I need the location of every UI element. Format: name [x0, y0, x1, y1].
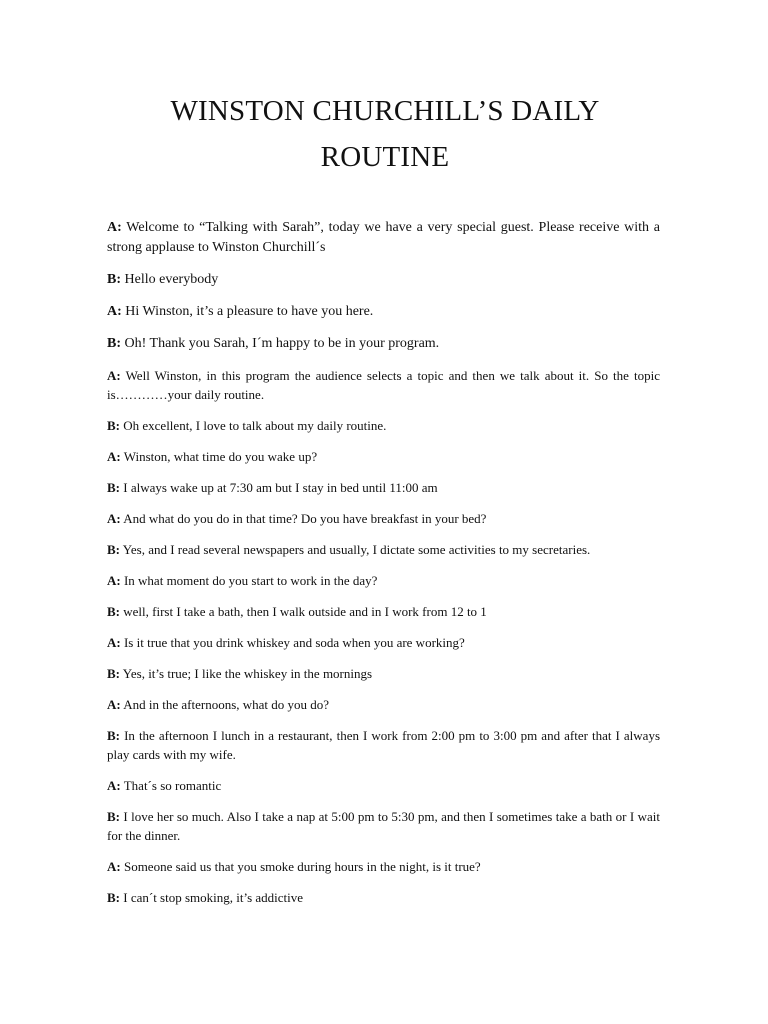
dialogue-line: [107, 270, 660, 290]
dialogue-line: [107, 334, 660, 354]
dialogue-line: [107, 302, 660, 322]
speaker-label: B:: [107, 542, 120, 557]
title-line-1: WINSTON CHURCHILL’S DAILY: [170, 95, 600, 127]
dialogue-line: [107, 509, 660, 528]
speaker-label: B:: [107, 666, 120, 681]
speaker-label: A:: [107, 220, 122, 235]
dialogue-text: And what do you do in that time? Do you have breakfast in your bed?: [123, 511, 487, 526]
title-line-2: ROUTINE: [320, 141, 450, 173]
dialogue-line: [107, 695, 660, 714]
dialogue-line: [107, 571, 660, 590]
speaker-label: B:: [107, 336, 121, 351]
speaker-label: B:: [107, 272, 121, 287]
dialogue-text: In what moment do you start to work in the day?: [123, 573, 378, 588]
dialogue-text: Oh excellent, I love to talk about my daily routine.: [123, 418, 387, 433]
speaker-label: A:: [107, 449, 121, 464]
speaker-label: A:: [107, 697, 121, 712]
dialogue-text: Well Winston, in this program the audience selects a topic and then we talk about it. So the topic is…………your daily routine.: [107, 368, 661, 402]
speaker-label: A:: [107, 778, 121, 793]
dialogue-line: [107, 416, 660, 435]
dialogue-text: Someone said us that you smoke during hours in the night, is it true?: [123, 859, 481, 874]
speaker-label: B:: [107, 480, 120, 495]
dialogue-line: [107, 447, 660, 466]
dialogue-text: Hello everybody: [124, 272, 219, 287]
dialogue-text: Is it true that you drink whiskey and soda when you are working?: [123, 635, 465, 650]
speaker-label: A:: [107, 511, 121, 526]
dialogue-text: I love her so much. Also I take a nap at 5:00 pm to 5:30 pm, and then I sometimes take a bath or I wait for the dinner.: [107, 809, 660, 843]
dialogue-line: [107, 664, 660, 683]
dialogue-line: [107, 888, 660, 907]
speaker-label: B:: [107, 809, 120, 824]
document-title: [90, 88, 680, 180]
dialogue-text: Yes, it’s true; I like the whiskey in the mornings: [122, 666, 373, 681]
dialogue-text: Welcome to “Talking with Sarah”, today we have a very special guest. Please receive with a strong applause to Winston Churchill´s: [107, 220, 660, 255]
speaker-label: B:: [107, 604, 120, 619]
dialogue-line: [107, 366, 660, 404]
dialogue-line: [107, 633, 660, 652]
speaker-label: A:: [107, 635, 121, 650]
dialogue-line: [107, 218, 660, 258]
dialogue-text: Hi Winston, it’s a pleasure to have you here.: [125, 304, 374, 319]
dialogue-text: Oh! Thank you Sarah, I´m happy to be in your program.: [124, 336, 440, 351]
dialogue-text: well, first I take a bath, then I walk outside and in I work from 12 to 1: [123, 604, 487, 619]
speaker-label: B:: [107, 418, 120, 433]
dialogue-text: That´s so romantic: [123, 778, 222, 793]
dialogue-line: [107, 776, 660, 795]
dialogue-text: Yes, and I read several newspapers and usually, I dictate some activities to my secretaries.: [122, 542, 591, 557]
speaker-label: A:: [107, 304, 122, 319]
dialogue-line: [107, 726, 660, 764]
speaker-label: B:: [107, 890, 120, 905]
dialogue-list: [107, 218, 660, 919]
dialogue-line: [107, 602, 660, 621]
dialogue-text: I can´t stop smoking, it’s addictive: [123, 890, 304, 905]
dialogue-text: Winston, what time do you wake up?: [123, 449, 318, 464]
speaker-label: A:: [107, 573, 121, 588]
dialogue-text: And in the afternoons, what do you do?: [123, 697, 330, 712]
speaker-label: A:: [107, 859, 121, 874]
dialogue-line: [107, 857, 660, 876]
dialogue-text: I always wake up at 7:30 am but I stay in bed until 11:00 am: [123, 480, 438, 495]
dialogue-text: In the afternoon I lunch in a restaurant, then I work from 2:00 pm to 3:00 pm and after that I always play cards with my wife.: [107, 728, 661, 762]
speaker-label: A:: [107, 368, 121, 383]
speaker-label: B:: [107, 728, 120, 743]
dialogue-line: [107, 807, 660, 845]
dialogue-line: [107, 540, 660, 559]
dialogue-line: [107, 478, 660, 497]
